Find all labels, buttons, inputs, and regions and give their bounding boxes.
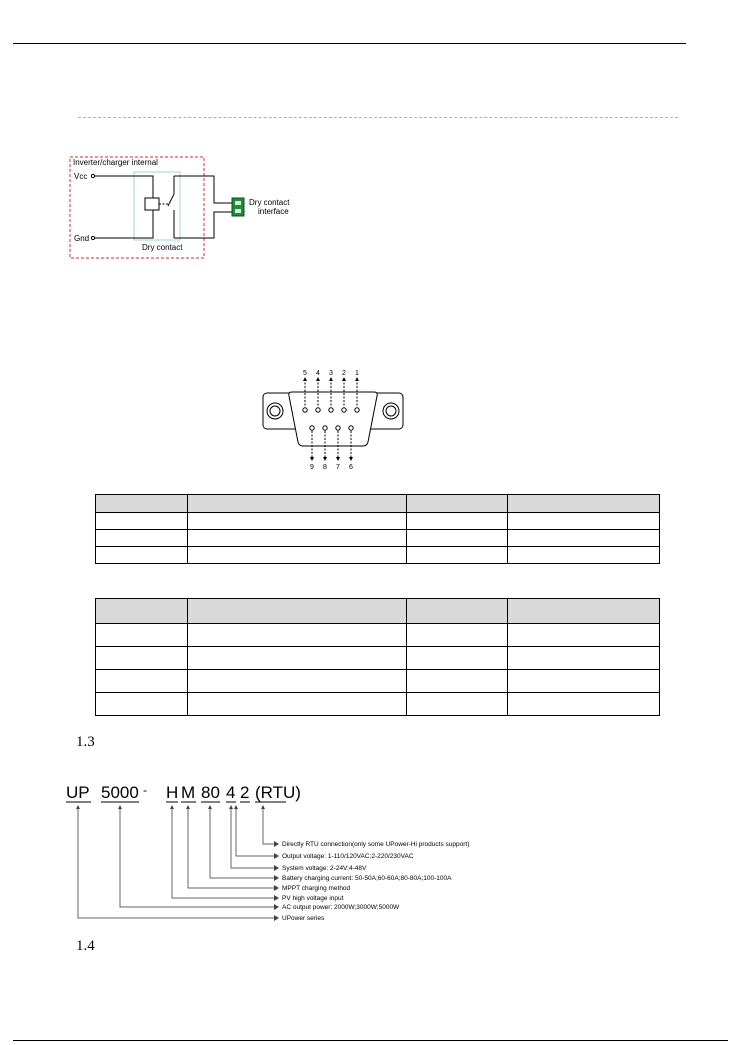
table-cell [96, 647, 188, 670]
table-cell [96, 530, 188, 547]
terminal-block [232, 198, 244, 216]
dry-contact-diagram [60, 150, 320, 265]
table-cell [407, 693, 508, 716]
table-header-cell [96, 495, 188, 513]
pin-7: 7 [336, 464, 340, 471]
table-cell [96, 513, 188, 530]
table-cell [188, 647, 407, 670]
legend-series: UPower series [282, 915, 325, 922]
pin-3: 3 [329, 370, 333, 377]
header-rule [13, 43, 686, 44]
table-header-cell [188, 599, 407, 624]
code-up: UP [66, 783, 90, 802]
table-header-cell [508, 599, 660, 624]
table-cell [508, 647, 660, 670]
interface-label-line1: Dry contact [249, 198, 290, 207]
table-cell [407, 547, 508, 564]
pin-5: 5 [303, 370, 307, 377]
legend-rtu: Directly RTU connection(only some UPower-Hi products support) [282, 841, 470, 848]
pin-1: 1 [355, 370, 359, 377]
db9-connector-diagram [260, 365, 410, 475]
relay-coil [145, 198, 159, 210]
section-divider [78, 117, 678, 118]
code-m: M [181, 783, 196, 802]
table-cell [96, 693, 188, 716]
table-cell [508, 513, 660, 530]
code-5000: 5000 [101, 783, 139, 802]
pin-table-2 [95, 598, 660, 716]
table-cell [407, 670, 508, 693]
dry-contact-label: Dry contact [142, 243, 183, 252]
table-cell [96, 670, 188, 693]
pin-8: 8 [323, 464, 327, 471]
pin-6: 6 [349, 464, 353, 471]
table-cell [188, 670, 407, 693]
table-cell [96, 547, 188, 564]
code-rtu: (RTU) [255, 783, 301, 802]
code-2: 2 [240, 783, 250, 802]
table-header-cell [407, 599, 508, 624]
table-cell [407, 530, 508, 547]
code-4: 4 [226, 783, 236, 802]
table-cell [96, 624, 188, 647]
pin-table-1 [95, 494, 660, 564]
table-cell [508, 693, 660, 716]
legend-pv-input: PV high voltage input [282, 895, 344, 902]
table-header-cell [188, 495, 407, 513]
table-cell [508, 670, 660, 693]
table-cell [407, 647, 508, 670]
table-cell [188, 547, 407, 564]
code-80: 80 [201, 783, 220, 802]
footer-rule [13, 1040, 728, 1041]
table-cell [508, 547, 660, 564]
table-cell [508, 530, 660, 547]
table-cell [188, 624, 407, 647]
pin-4: 4 [316, 370, 320, 377]
table-header-cell [508, 495, 660, 513]
table-cell [188, 693, 407, 716]
internal-label: Inverter/charger internal [73, 158, 158, 167]
section-heading-1-4: 1.4 [76, 938, 95, 954]
code-h: H [166, 783, 179, 802]
gnd-label: Gnd [74, 234, 90, 243]
legend-ac-power: AC output power: 2000W;3000W;5000W [282, 904, 400, 911]
code-dash: - [143, 783, 147, 797]
legend-output-voltage: Output voltage: 1-110/120VAC;2-220/230VAC [282, 853, 414, 860]
legend-charging-current: Battery charging current: 50-50A;60-60A;80-80A;100-100A [282, 875, 452, 882]
vcc-label: Vcc [74, 172, 88, 181]
interface-label-line2: interface [258, 207, 289, 216]
model-code-diagram [60, 780, 510, 930]
table-cell [407, 624, 508, 647]
table-header-cell [96, 599, 188, 624]
table-cell [407, 513, 508, 530]
legend-system-voltage: System voltage: 2-24V;4-48V [282, 865, 367, 872]
pin-2: 2 [342, 370, 346, 377]
table-cell [188, 513, 407, 530]
table-cell [188, 530, 407, 547]
table-header-cell [407, 495, 508, 513]
pin-9: 9 [310, 464, 314, 471]
section-heading-1-3: 1.3 [76, 734, 95, 750]
legend-mppt: MPPT charging method [282, 885, 351, 892]
table-cell [508, 624, 660, 647]
